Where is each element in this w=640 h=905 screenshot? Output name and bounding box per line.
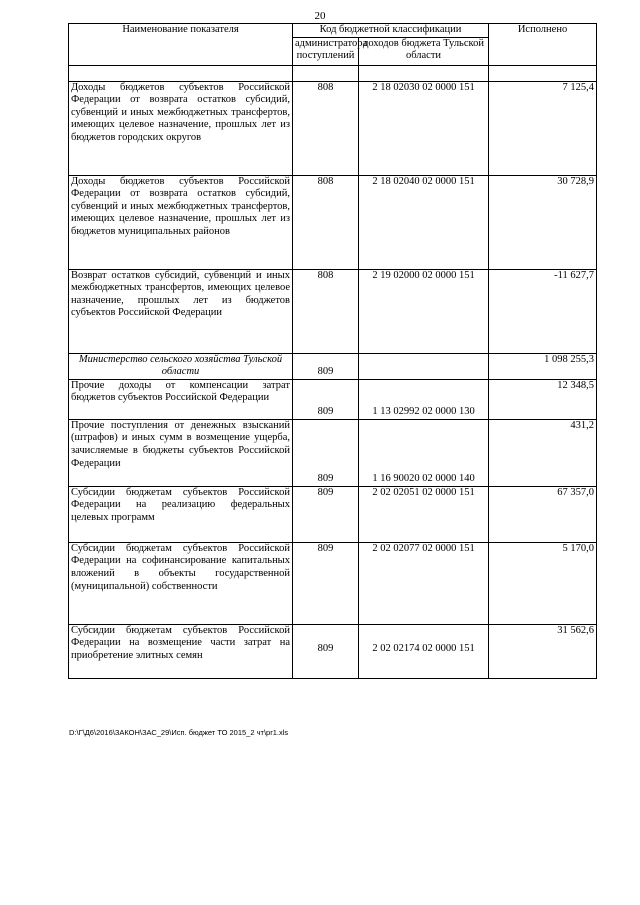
row-revenue-code (359, 353, 489, 379)
table-row (69, 81, 597, 175)
table-row (69, 624, 597, 678)
spacer-row (69, 65, 597, 81)
row-amount: 1 098 255,3 (489, 353, 597, 379)
row-revenue-code: 2 02 02174 02 0000 151 (359, 624, 489, 678)
row-name: Субсидии бюджетам субъектов Российской Федерации на реализацию федеральных целевых программ (69, 486, 293, 542)
header-row-1 (69, 24, 597, 38)
section-title: Министерство сельского хозяйства Тульской области (69, 353, 293, 379)
row-name: Субсидии бюджетам субъектов Российской Федерации на софинансирование капитальных вложений в объекты государственной (муниципальной) собственности (69, 542, 293, 624)
row-amount: 431,2 (489, 419, 597, 486)
row-amount: 12 348,5 (489, 379, 597, 419)
row-name: Прочие поступления от денежных взысканий (штрафов) и иных сумм в возмещение ущерба, зачисляемые в бюджеты субъектов Российской Федерации (69, 419, 293, 486)
row-admin-code: 808 (293, 175, 359, 269)
table-row (69, 419, 597, 486)
row-revenue-code: 2 19 02000 02 0000 151 (359, 269, 489, 353)
row-name: Прочие доходы от компенсации затрат бюджетов субъектов Российской Федерации (69, 379, 293, 419)
row-admin-code: 809 (293, 419, 359, 486)
row-amount: -11 627,7 (489, 269, 597, 353)
page-number: 20 (314, 10, 326, 22)
row-admin-code: 808 (293, 81, 359, 175)
row-admin-code: 808 (293, 269, 359, 353)
header-indicator-name: Наименование показателя (69, 24, 293, 66)
row-admin-code: 809 (293, 353, 359, 379)
row-revenue-code: 1 13 02992 02 0000 130 (359, 379, 489, 419)
row-amount: 31 562,6 (489, 624, 597, 678)
section-row (69, 353, 597, 379)
row-revenue-code: 1 16 90020 02 0000 140 (359, 419, 489, 486)
row-revenue-code: 2 02 02077 02 0000 151 (359, 542, 489, 624)
row-name: Доходы бюджетов субъектов Российской Федерации от возврата остатков субсидий, субвенций и иных межбюджетных трансфертов, имеющих целевое назначение, прошлых лет из бюджетов муниципальных районов (69, 175, 293, 269)
row-amount: 7 125,4 (489, 81, 597, 175)
table-row (69, 269, 597, 353)
row-name: Доходы бюджетов субъектов Российской Федерации от возврата остатков субсидий, субвенций и иных межбюджетных трансфертов, имеющих целевое назначение, прошлых лет из бюджетов городских округов (69, 81, 293, 175)
table-row (69, 175, 597, 269)
row-admin-code: 809 (293, 379, 359, 419)
row-admin-code: 809 (293, 542, 359, 624)
budget-execution-table (68, 23, 597, 679)
table-row (69, 486, 597, 542)
header-administrator: администратора поступлений (293, 37, 359, 65)
row-amount: 67 357,0 (489, 486, 597, 542)
file-path-footer: D:\Г\Д6\2016\ЗАКОН\ЗАС_29\Исп. бюджет ТО 2015_2 чт\pr1.xls (69, 728, 289, 737)
header-revenue: доходов бюджета Тульской области (359, 37, 489, 65)
row-name: Возврат остатков субсидий, субвенций и иных межбюджетных трансфертов, имеющих целевое назначение, прошлых лет из бюджетов субъектов Российской Федерации (69, 269, 293, 353)
row-admin-code: 809 (293, 624, 359, 678)
table-row (69, 542, 597, 624)
header-classification-code: Код бюджетной классификации (293, 24, 489, 38)
row-name: Субсидии бюджетам субъектов Российской Федерации на возмещение части затрат на приобретение элитных семян (69, 624, 293, 678)
row-amount: 5 170,0 (489, 542, 597, 624)
row-amount: 30 728,9 (489, 175, 597, 269)
row-revenue-code: 2 02 02051 02 0000 151 (359, 486, 489, 542)
table-row (69, 379, 597, 419)
row-admin-code: 809 (293, 486, 359, 542)
header-executed: Исполнено (489, 24, 597, 66)
row-revenue-code: 2 18 02030 02 0000 151 (359, 81, 489, 175)
row-revenue-code: 2 18 02040 02 0000 151 (359, 175, 489, 269)
